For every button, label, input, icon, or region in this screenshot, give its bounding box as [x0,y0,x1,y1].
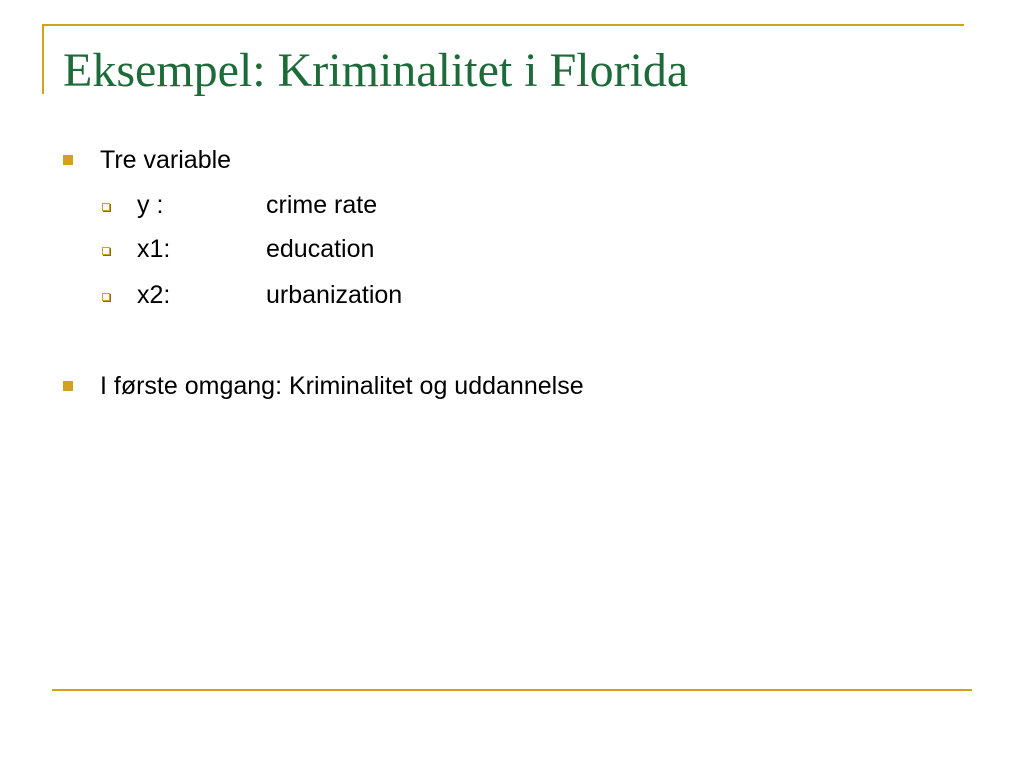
variable-description: crime rate [266,191,378,219]
square-bullet-icon [63,155,73,165]
frame-bottom-line [52,689,972,691]
sub-bullet-item [102,234,602,264]
frame-top-line [42,24,964,26]
bullet-text: Tre variable [100,146,232,174]
variable-term: y : [137,191,164,219]
variable-term: x2: [137,281,171,309]
hollow-square-bullet-icon [102,247,110,255]
hollow-square-bullet-icon [102,203,110,211]
variable-description: education [266,235,375,263]
slide-title: Eksempel: Kriminalitet i Florida [63,44,689,97]
square-bullet-icon [63,381,73,391]
sub-bullet-item [102,280,602,310]
bullet-text: I første omgang: Kriminalitet og uddannelse [100,372,584,400]
variable-term: x1: [137,235,171,263]
bullet-item [63,371,863,401]
hollow-square-bullet-icon [102,293,110,301]
variable-description: urbanization [266,281,403,309]
sub-bullet-item [102,190,602,220]
frame-left-line [42,24,44,94]
bullet-item [63,145,663,175]
